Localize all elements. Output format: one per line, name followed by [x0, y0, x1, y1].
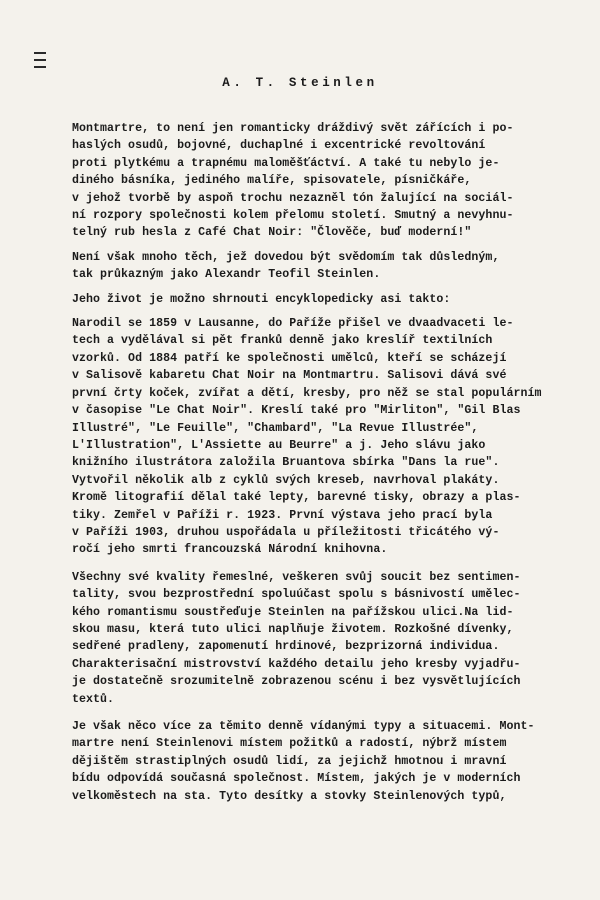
text-line: dějištěm strastiplných osudů lidí, za jejichž hmotnou i mravní [72, 754, 507, 768]
text-line: Všechny své kvality řemeslné, veškeren svůj soucit bez sentimen- [72, 570, 521, 584]
text-line: Narodil se 1859 v Lausanne, do Paříže přišel ve dvaadvaceti le- [72, 317, 514, 331]
text-line: telný rub hesla z Café Chat Noir: "Člověče, buď moderní!" [72, 226, 472, 240]
text-line: haslých osudů, bojovné, duchaplné i excentrické revoltování [72, 139, 486, 153]
text-line: diného básníka, jediného malíře, spisovatele, písničkáře, [72, 174, 472, 188]
margin-marks [34, 52, 46, 78]
text-line: v časopise "Le Chat Noir". Kreslí také pro "Mirliton", "Gil Blas [72, 404, 521, 418]
text-line: Montmartre, to není jen romanticky dráždivý svět zářících i po- [72, 122, 514, 135]
text-line: skou masu, která tuto ulici naplňuje životem. Rozkošné dívenky, [72, 622, 514, 636]
paragraph [72, 315, 562, 559]
text-line: bídu odpovídá současná společnost. Místem, jakých je v moderních [72, 772, 521, 786]
text-line: knižního ilustrátora založila Bruantova sbírka "Dans la rue". [72, 456, 500, 470]
paragraph [72, 120, 562, 242]
text-line: textů. [72, 692, 115, 706]
paragraph [72, 291, 562, 308]
document-title: A. T. Steinlen [222, 76, 378, 90]
text-line: tak průkazným jako Alexandr Teofil Steinlen. [72, 268, 381, 282]
text-line: sedřené pradleny, zapomenutí hrdinové, bezprizorná individua. [72, 640, 500, 654]
document-body [72, 120, 562, 812]
text-line: ní rozpory společnosti kolem přelomu století. Smutný a nevyhnu- [72, 209, 514, 223]
text-line: v jehož tvorbě by aspoň trochu nezazněl tón žalující na sociál- [72, 191, 514, 205]
text-line: kého romantismu soustřeďuje Steinlen na pařížskou ulici.Na lid- [72, 605, 514, 619]
paragraph [72, 718, 562, 805]
text-line: martre není Steinlenovi místem požitků a radostí, nýbrž místem [72, 737, 507, 751]
paragraph [72, 249, 562, 284]
text-line: Jeho život je možno shrnouti encyklopedicky asi takto: [72, 292, 451, 306]
margin-mark [34, 52, 46, 54]
text-line: velkoměstech na sta. Tyto desítky a stovky Steinlenových typů, [72, 789, 507, 803]
text-line: tech a vydělával si pět franků denně jako kreslíř textilních [72, 334, 493, 348]
text-line: Není však mnoho těch, jež dovedou být svědomím tak důsledným, [72, 250, 500, 264]
text-line: L'Illustration", L'Assiette au Beurre" a j. Jeho slávu jako [72, 438, 486, 452]
text-line: je dostatečně srozumitelně zobrazenou scénu i bez vysvětlujících [72, 675, 521, 689]
text-line: v Salisově kabaretu Chat Noir na Montmartru. Salisovi dává své [72, 369, 507, 383]
text-line: tality, svou bezprostřední spoluúčast spolu s básnivostí umělec- [72, 588, 521, 602]
text-line: vzorků. Od 1884 patří ke společnosti umělců, kteří se scházejí [72, 351, 507, 365]
text-line: první črty koček, zvířat a dětí, kresby, pro něž se stal populárním [72, 386, 542, 400]
margin-mark [34, 66, 46, 68]
paragraph [72, 569, 562, 708]
text-line: tiky. Zemřel v Paříži r. 1923. První výstava jeho prací byla [72, 508, 493, 522]
text-line: Je však něco více za těmito denně vídanými typy a situacemi. Mont- [72, 720, 535, 733]
text-line: Vytvořil několik alb z cyklů svých kreseb, navrhoval plakáty. [72, 473, 500, 487]
text-line: v Paříži 1903, druhou uspořádala u příležitosti třicátého vý- [72, 525, 500, 539]
text-line: ročí jeho smrti francouzská Národní knihovna. [72, 543, 388, 557]
text-line: proti plytkému a trapnému maloměšťáctví. A také tu nebylo je- [72, 156, 500, 170]
text-line: Kromě litografií dělal také lepty, barevné tisky, obrazy a plas- [72, 491, 521, 505]
text-line: Charakterisační mistrovství každého detailu jeho kresby vyjadřu- [72, 657, 521, 671]
margin-mark [34, 59, 46, 61]
text-line: Illustré", "Le Feuille", "Chambard", "La Revue Illustrée", [72, 421, 479, 435]
